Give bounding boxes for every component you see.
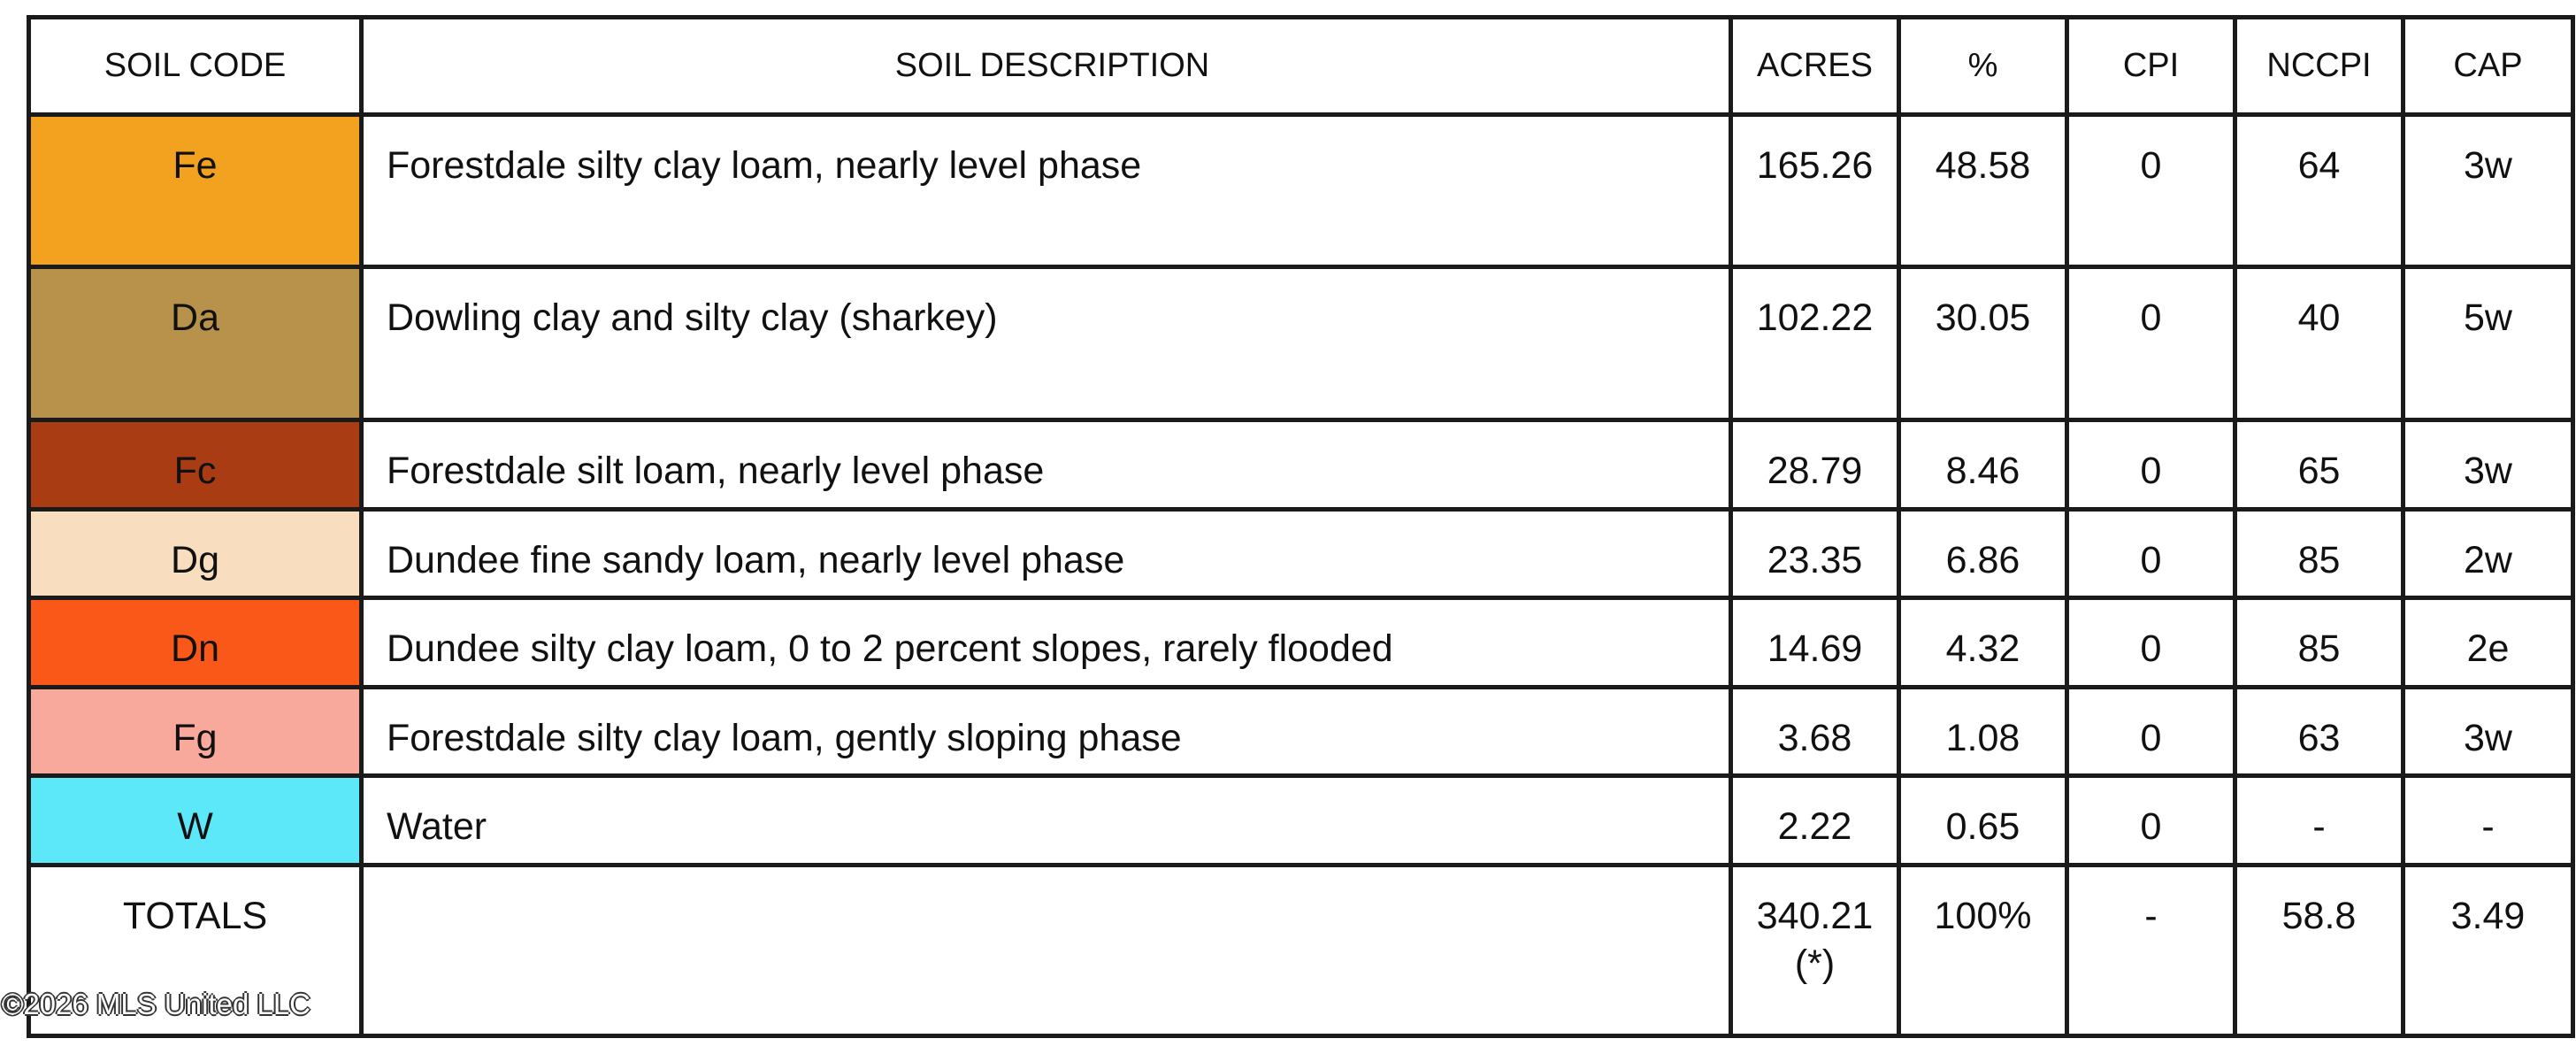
cpi-cell: 0: [2067, 267, 2235, 420]
soil-table: [27, 15, 2575, 1038]
soil-code-cell: Da: [29, 267, 362, 420]
soil-description-cell: Dowling clay and silty clay (sharkey): [362, 267, 1731, 420]
header-acres: ACRES: [1731, 18, 1899, 115]
soil-code-cell: Fg: [29, 687, 362, 776]
table-row: [29, 776, 2573, 866]
soil-code-cell: Fc: [29, 420, 362, 510]
soil-description-cell: Forestdale silty clay loam, nearly level phase: [362, 114, 1731, 267]
table-row: [29, 114, 2573, 267]
percent-cell: 1.08: [1899, 687, 2067, 776]
percent-cell: 0.65: [1899, 776, 2067, 866]
percent-cell: 6.86: [1899, 509, 2067, 598]
header-soil-code: SOIL CODE: [29, 18, 362, 115]
table-row: [29, 687, 2573, 776]
header-cap: CAP: [2404, 18, 2573, 115]
nccpi-cell: 85: [2235, 509, 2404, 598]
acres-cell: 2.22: [1731, 776, 1899, 866]
totals-description: [362, 865, 1731, 1035]
soil-description-cell: Forestdale silt loam, nearly level phase: [362, 420, 1731, 510]
cap-cell: 3w: [2404, 420, 2573, 510]
soil-code-cell: Dg: [29, 509, 362, 598]
nccpi-cell: 85: [2235, 598, 2404, 688]
header-soil-description: SOIL DESCRIPTION: [362, 18, 1731, 115]
header-nccpi: NCCPI: [2235, 18, 2404, 115]
totals-nccpi: 58.8: [2235, 865, 2404, 1035]
table-row: [29, 598, 2573, 688]
soil-description-cell: Dundee silty clay loam, 0 to 2 percent slopes, rarely flooded: [362, 598, 1731, 688]
table-header-row: [29, 18, 2573, 115]
cpi-cell: 0: [2067, 598, 2235, 688]
cap-cell: 5w: [2404, 267, 2573, 420]
nccpi-cell: 40: [2235, 267, 2404, 420]
acres-cell: 102.22: [1731, 267, 1899, 420]
cap-cell: 3w: [2404, 114, 2573, 267]
header-percent: %: [1899, 18, 2067, 115]
totals-cap: 3.49: [2404, 865, 2573, 1035]
totals-label: TOTALS: [29, 865, 362, 1035]
acres-cell: 3.68: [1731, 687, 1899, 776]
soil-code-cell: W: [29, 776, 362, 866]
cpi-cell: 0: [2067, 776, 2235, 866]
nccpi-cell: 63: [2235, 687, 2404, 776]
header-cpi: CPI: [2067, 18, 2235, 115]
totals-percent: 100%: [1899, 865, 2067, 1035]
nccpi-cell: 64: [2235, 114, 2404, 267]
soil-code-cell: Dn: [29, 598, 362, 688]
cpi-cell: 0: [2067, 509, 2235, 598]
acres-cell: 14.69: [1731, 598, 1899, 688]
acres-cell: 165.26: [1731, 114, 1899, 267]
totals-acres: 340.21(*): [1731, 865, 1899, 1035]
cap-cell: 3w: [2404, 687, 2573, 776]
nccpi-cell: -: [2235, 776, 2404, 866]
cpi-cell: 0: [2067, 114, 2235, 267]
percent-cell: 48.58: [1899, 114, 2067, 267]
soil-code-cell: Fe: [29, 114, 362, 267]
table-row: [29, 267, 2573, 420]
soil-description-cell: Water: [362, 776, 1731, 866]
cap-cell: -: [2404, 776, 2573, 866]
cap-cell: 2e: [2404, 598, 2573, 688]
acres-cell: 23.35: [1731, 509, 1899, 598]
percent-cell: 4.32: [1899, 598, 2067, 688]
cap-cell: 2w: [2404, 509, 2573, 598]
totals-row: [29, 865, 2573, 1035]
totals-cpi: -: [2067, 865, 2235, 1035]
soil-description-cell: Dundee fine sandy loam, nearly level phase: [362, 509, 1731, 598]
percent-cell: 30.05: [1899, 267, 2067, 420]
soil-description-cell: Forestdale silty clay loam, gently sloping phase: [362, 687, 1731, 776]
percent-cell: 8.46: [1899, 420, 2067, 510]
table-row: [29, 420, 2573, 510]
copyright-watermark: ©2026 MLS United LLC: [2, 988, 311, 1020]
nccpi-cell: 65: [2235, 420, 2404, 510]
table-row: [29, 509, 2573, 598]
cpi-cell: 0: [2067, 420, 2235, 510]
cpi-cell: 0: [2067, 687, 2235, 776]
acres-cell: 28.79: [1731, 420, 1899, 510]
